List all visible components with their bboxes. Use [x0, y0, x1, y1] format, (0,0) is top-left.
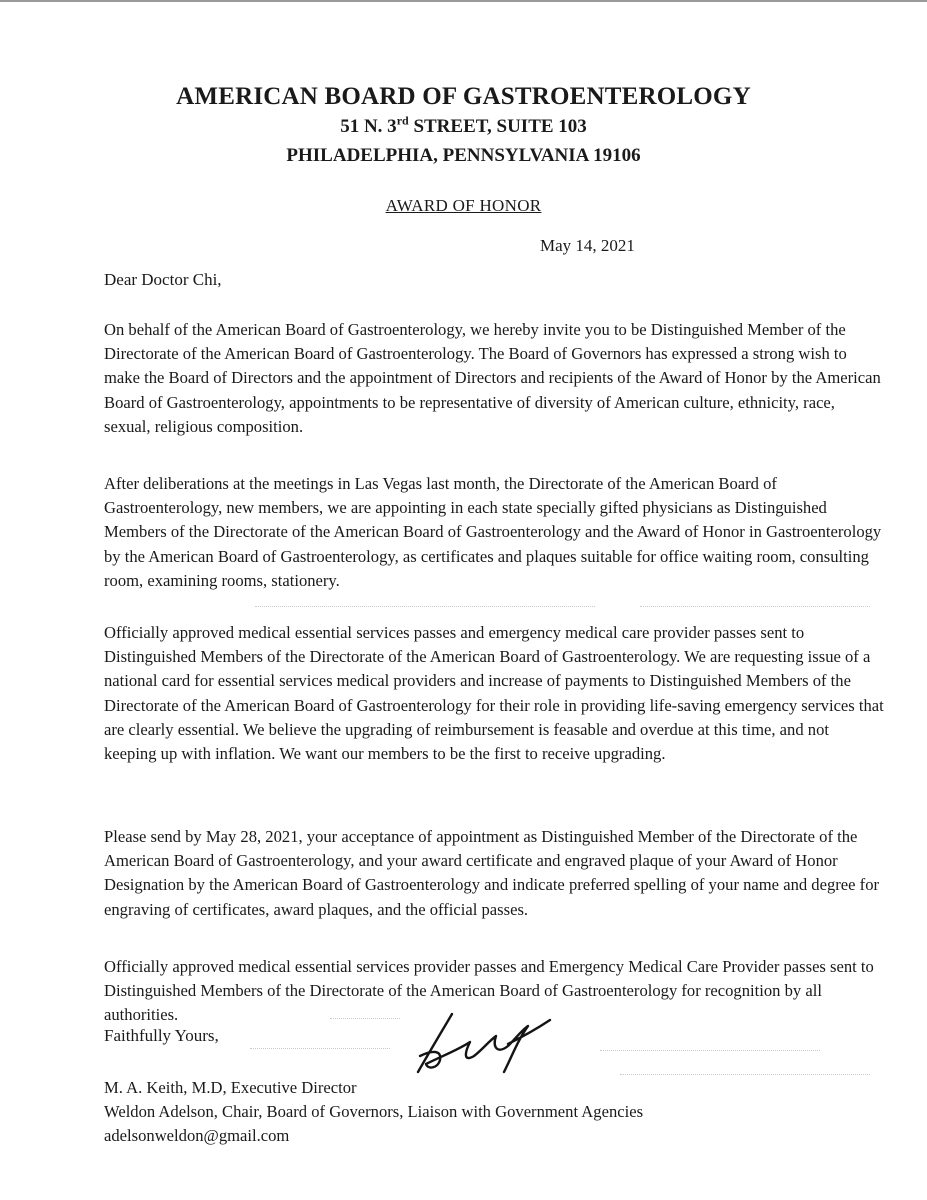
address-street-name: STREET, SUITE 103	[408, 116, 587, 137]
handwritten-signature	[412, 1006, 562, 1080]
scan-speckle	[255, 606, 595, 611]
address-street	[0, 112, 927, 141]
page-top-edge	[0, 0, 927, 2]
document-title: AWARD OF HONOR	[385, 196, 542, 215]
body-paragraph: Officially approved medical essential services passes and emergency medical care provider passes sent to Distinguished Members of the Directorate of the American Board of Gastroenterology. We are requesting issue of a national card for essential services medical providers and increase of payments to Distinguished Members of the Directorate of the American Board of Gastroenterology for their role in providing life-saving emergency services that are clearly essential. We believe the upgrading of reimbursement is feasable and overdue at this time, and not keeping up with inflation. We want our members to be the first to receive upgrading.	[104, 623, 884, 764]
scan-speckle	[620, 1074, 870, 1079]
contact-email: adelsonweldon@gmail.com	[104, 1126, 290, 1146]
address-ordinal-suffix: rd	[396, 113, 409, 128]
closing: Faithfully Yours,	[104, 1026, 219, 1045]
signatory-executive-director: M. A. Keith, M.D, Executive Director	[104, 1078, 357, 1097]
scan-speckle	[600, 1050, 820, 1055]
body-paragraph: After deliberations at the meetings in Las Vegas last month, the Directorate of the American Board of Gastroenterology, new members, we are appointing in each state specially gifted physicians as Distinguished Members of the Directorate of the American Board of Gastroenterology and the Award of Honor in Gastroenterology by the American Board of Gastroenterology, as certificates and plaques suitable for office waiting room, consulting room, examining rooms, stationery.	[104, 474, 882, 590]
body-paragraph: On behalf of the American Board of Gastroenterology, we hereby invite you to be Distinguished Member of the Directorate of the American Board of Gastroenterology. The Board of Governors has expressed a strong wish to make the Board of Directors and the appointment of Directors and recipients of the Award of Honor by the American Board of Gastroenterology, appointments to be representative of diversity of American culture, ethnicity, race, sexual, religious composition.	[104, 320, 881, 436]
organization-name: AMERICAN BOARD OF GASTROENTEROLOGY	[176, 83, 751, 110]
scan-speckle	[330, 1018, 400, 1023]
signatory-board-chair: Weldon Adelson, Chair, Board of Governors, Liaison with Government Agencies	[104, 1102, 644, 1122]
letterhead	[0, 82, 927, 170]
body-paragraph: Officially approved medical essential services provider passes and Emergency Medical Care Provider passes sent to Distinguished Members of the Directorate of the American Board of Gastroenterology for recognition by all authorities.	[104, 957, 874, 1025]
salutation: Dear Doctor Chi,	[104, 270, 222, 289]
scan-speckle	[640, 606, 870, 611]
scan-speckle	[250, 1048, 390, 1053]
letter-date: May 14, 2021	[540, 236, 635, 255]
body-paragraph: Please send by May 28, 2021, your acceptance of appointment as Distinguished Member of the Directorate of the American Board of Gastroenterology, and your award certificate and engraved plaque of your Award of Honor Designation by the American Board of Gastroenterology and indicate preferred spelling of your name and degree for engraving of certificates, award plaques, and the official passes.	[104, 827, 880, 919]
signature-block	[104, 1076, 643, 1149]
address-city: PHILADELPHIA, PENNSYLVANIA 19106	[286, 145, 641, 166]
address-street-number: 51 N. 3	[340, 116, 397, 137]
